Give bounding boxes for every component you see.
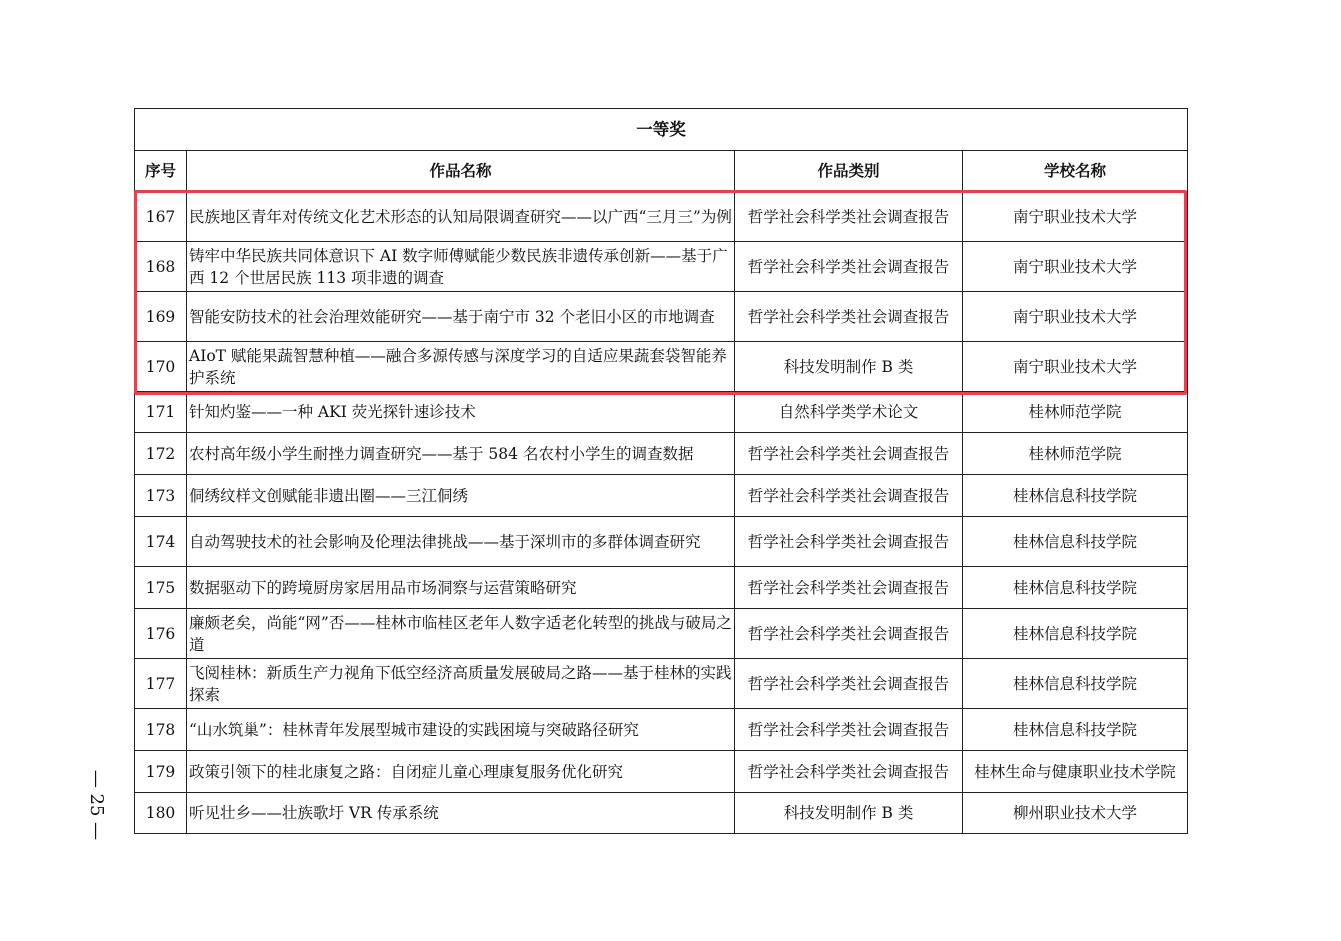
cell-num: 173 — [135, 475, 187, 517]
cell-name: 针知灼鉴——一种 AKI 荧光探针速诊技术 — [187, 392, 735, 433]
cell-num: 174 — [135, 517, 187, 567]
table-row — [135, 793, 1188, 834]
cell-school: 桂林师范学院 — [963, 433, 1188, 475]
cell-school: 桂林信息科技学院 — [963, 659, 1188, 709]
table-row — [135, 342, 1188, 392]
table-row — [135, 242, 1188, 292]
cell-category: 科技发明制作 B 类 — [735, 342, 963, 392]
cell-school: 桂林信息科技学院 — [963, 609, 1188, 659]
cell-num: 170 — [135, 342, 187, 392]
cell-school: 南宁职业技术大学 — [963, 342, 1188, 392]
table-row — [135, 567, 1188, 609]
table-row — [135, 517, 1188, 567]
cell-num: 168 — [135, 242, 187, 292]
cell-num: 177 — [135, 659, 187, 709]
cell-category: 哲学社会科学类社会调查报告 — [735, 567, 963, 609]
cell-school: 南宁职业技术大学 — [963, 192, 1188, 242]
table-row — [135, 392, 1188, 433]
header-name: 作品名称 — [187, 151, 735, 192]
cell-num: 180 — [135, 793, 187, 834]
cell-category: 哲学社会科学类社会调查报告 — [735, 609, 963, 659]
cell-school: 桂林生命与健康职业技术学院 — [963, 751, 1188, 793]
cell-name: AIoT 赋能果蔬智慧种植——融合多源传感与深度学习的自适应果蔬套袋智能养护系统 — [187, 342, 735, 392]
cell-school: 桂林信息科技学院 — [963, 567, 1188, 609]
table-row — [135, 475, 1188, 517]
table-row — [135, 292, 1188, 342]
cell-category: 哲学社会科学类社会调查报告 — [735, 242, 963, 292]
cell-category: 哲学社会科学类社会调查报告 — [735, 659, 963, 709]
table-row — [135, 751, 1188, 793]
header-num: 序号 — [135, 151, 187, 192]
awards-table — [134, 108, 1188, 834]
table-row — [135, 433, 1188, 475]
cell-school: 桂林信息科技学院 — [963, 475, 1188, 517]
cell-name: 听见壮乡——壮族歌圩 VR 传承系统 — [187, 793, 735, 834]
cell-name: 廉颇老矣，尚能“网”否——桂林市临桂区老年人数字适老化转型的挑战与破局之道 — [187, 609, 735, 659]
cell-school: 南宁职业技术大学 — [963, 292, 1188, 342]
cell-name: 农村高年级小学生耐挫力调查研究——基于 584 名农村小学生的调查数据 — [187, 433, 735, 475]
cell-name: 飞阅桂林：新质生产力视角下低空经济高质量发展破局之路——基于桂林的实践探索 — [187, 659, 735, 709]
cell-category: 哲学社会科学类社会调查报告 — [735, 709, 963, 751]
cell-num: 178 — [135, 709, 187, 751]
cell-num: 172 — [135, 433, 187, 475]
table-body — [135, 192, 1188, 834]
cell-category: 哲学社会科学类社会调查报告 — [735, 433, 963, 475]
cell-num: 179 — [135, 751, 187, 793]
table-row — [135, 609, 1188, 659]
cell-school: 桂林信息科技学院 — [963, 709, 1188, 751]
cell-school: 桂林师范学院 — [963, 392, 1188, 433]
header-category: 作品类别 — [735, 151, 963, 192]
cell-name: 自动驾驶技术的社会影响及伦理法律挑战——基于深圳市的多群体调查研究 — [187, 517, 735, 567]
table-title: 一等奖 — [135, 109, 1188, 151]
cell-category: 哲学社会科学类社会调查报告 — [735, 517, 963, 567]
cell-category: 科技发明制作 B 类 — [735, 793, 963, 834]
cell-name: 民族地区青年对传统文化艺术形态的认知局限调查研究——以广西“三月三”为例 — [187, 192, 735, 242]
cell-name: 侗绣纹样文创赋能非遗出圈——三江侗绣 — [187, 475, 735, 517]
cell-num: 171 — [135, 392, 187, 433]
cell-name: 铸牢中华民族共同体意识下 AI 数字师傅赋能少数民族非遗传承创新——基于广西 12 个世居民族 113 项非遗的调查 — [187, 242, 735, 292]
cell-num: 175 — [135, 567, 187, 609]
header-school: 学校名称 — [963, 151, 1188, 192]
cell-name: 数据驱动下的跨境厨房家居用品市场洞察与运营策略研究 — [187, 567, 735, 609]
cell-category: 自然科学类学术论文 — [735, 392, 963, 433]
cell-name: 智能安防技术的社会治理效能研究——基于南宁市 32 个老旧小区的市地调查 — [187, 292, 735, 342]
cell-num: 167 — [135, 192, 187, 242]
table-header-row — [135, 151, 1188, 192]
table-row — [135, 709, 1188, 751]
table-row — [135, 192, 1188, 242]
cell-name: “山水筑巢”：桂林青年发展型城市建设的实践困境与突破路径研究 — [187, 709, 735, 751]
cell-school: 桂林信息科技学院 — [963, 517, 1188, 567]
cell-num: 169 — [135, 292, 187, 342]
cell-category: 哲学社会科学类社会调查报告 — [735, 751, 963, 793]
cell-category: 哲学社会科学类社会调查报告 — [735, 292, 963, 342]
cell-category: 哲学社会科学类社会调查报告 — [735, 475, 963, 517]
cell-num: 176 — [135, 609, 187, 659]
cell-school: 南宁职业技术大学 — [963, 242, 1188, 292]
table-title-row — [135, 109, 1188, 151]
table-row — [135, 659, 1188, 709]
cell-school: 柳州职业技术大学 — [963, 793, 1188, 834]
cell-category: 哲学社会科学类社会调查报告 — [735, 192, 963, 242]
page-number: — 25 — — [86, 769, 107, 841]
cell-name: 政策引领下的桂北康复之路：自闭症儿童心理康复服务优化研究 — [187, 751, 735, 793]
